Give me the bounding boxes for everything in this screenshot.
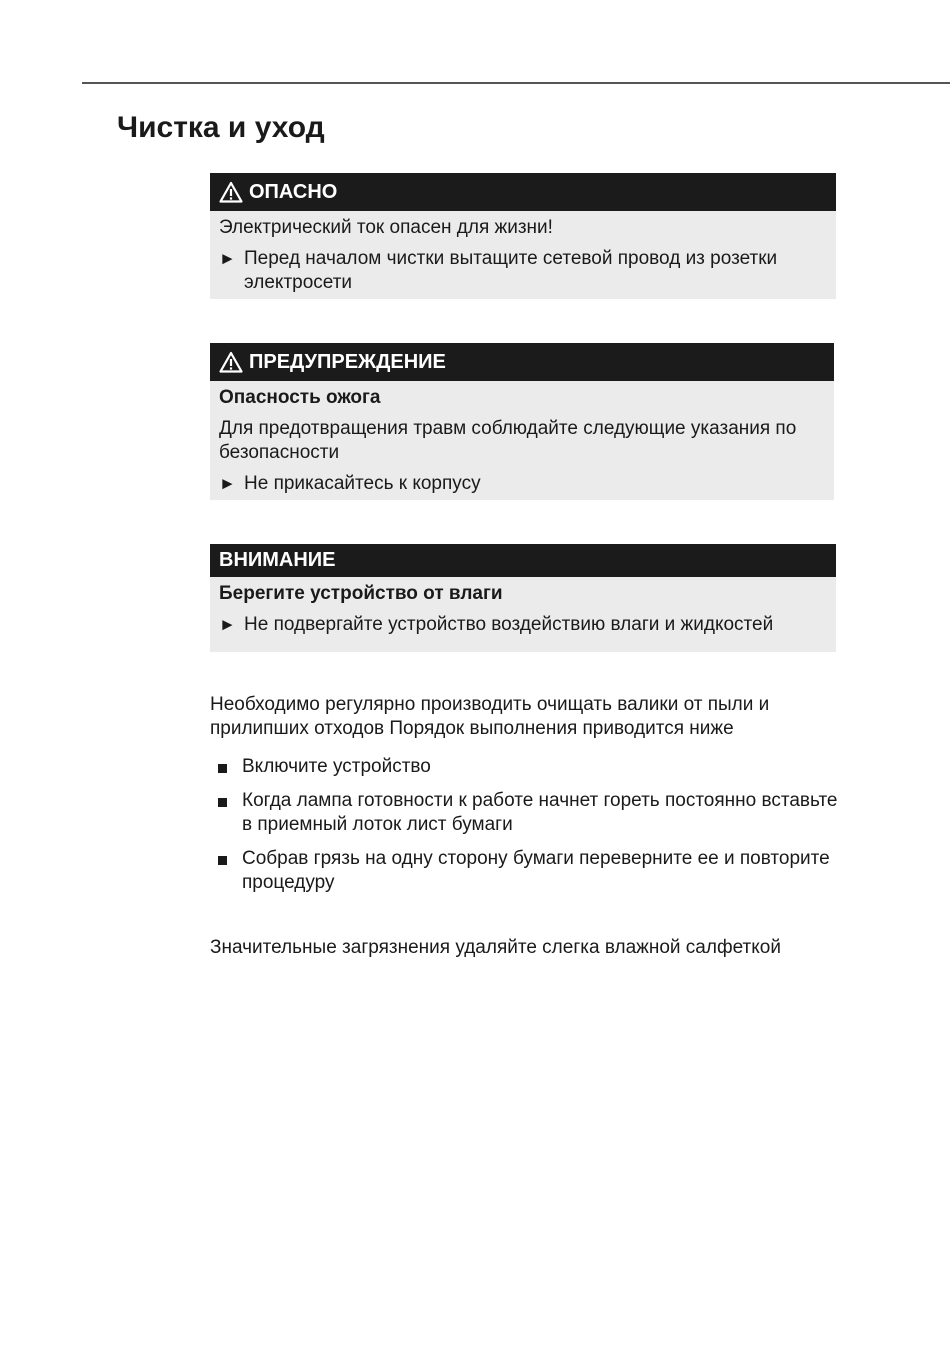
steps-list <box>210 755 840 905</box>
danger-instruction <box>219 247 827 295</box>
caution-subtitle: Берегите устройство от влаги <box>219 583 503 604</box>
warning-header-label: ПРЕДУПРЕЖДЕНИЕ <box>249 350 446 373</box>
arrow-right-icon: ► <box>219 474 236 493</box>
page-title: Чистка и уход <box>117 111 325 144</box>
warning-subtitle: Опасность ожога <box>219 387 381 408</box>
step-text: Включите устройство <box>242 756 431 777</box>
warning-text: Для предотвращения травм соблюдайте следующие указания по безопасности <box>219 418 797 463</box>
danger-text: Электрический ток опасен для жизни! <box>219 217 553 238</box>
step-text: Когда лампа готовности к работе начнет гореть постоянно вставьте в приемный лоток лист бумаги <box>242 790 838 835</box>
danger-instruction-text: Перед началом чистки вытащите сетевой провод из розетки электросети <box>244 248 778 293</box>
caution-header-label: ВНИМАНИЕ <box>219 549 336 571</box>
square-bullet-icon <box>210 789 242 837</box>
caution-notice <box>210 544 836 652</box>
danger-header <box>210 173 836 211</box>
square-bullet-icon <box>210 755 242 779</box>
warning-instruction <box>219 472 825 496</box>
list-item <box>210 789 840 837</box>
list-item <box>210 847 840 895</box>
caution-header <box>210 544 836 577</box>
danger-notice <box>210 173 836 299</box>
arrow-right-icon: ► <box>219 249 236 268</box>
square-bullet-icon <box>210 847 242 895</box>
warning-notice <box>210 343 834 500</box>
warning-triangle-icon <box>219 351 243 373</box>
danger-header-label: ОПАСНО <box>249 180 338 203</box>
caution-instruction-text: Не подвергайте устройство воздействию влаги и жидкостей <box>244 614 774 635</box>
step-text: Собрав грязь на одну сторону бумаги переверните ее и повторите процедуру <box>242 848 830 893</box>
caution-instruction <box>219 613 827 637</box>
closing-paragraph: Значительные загрязнения удаляйте слегка влажной салфеткой <box>210 937 781 958</box>
warning-triangle-icon <box>219 181 243 203</box>
top-rule <box>82 82 950 84</box>
intro-paragraph: Необходимо регулярно производить очищать валики от пыли и прилипших отходов Порядок выполнения приводится ниже <box>210 694 770 739</box>
list-item <box>210 755 840 779</box>
arrow-right-icon: ► <box>219 615 236 634</box>
warning-instruction-text: Не прикасайтесь к корпусу <box>244 473 481 494</box>
warning-header <box>210 343 834 381</box>
